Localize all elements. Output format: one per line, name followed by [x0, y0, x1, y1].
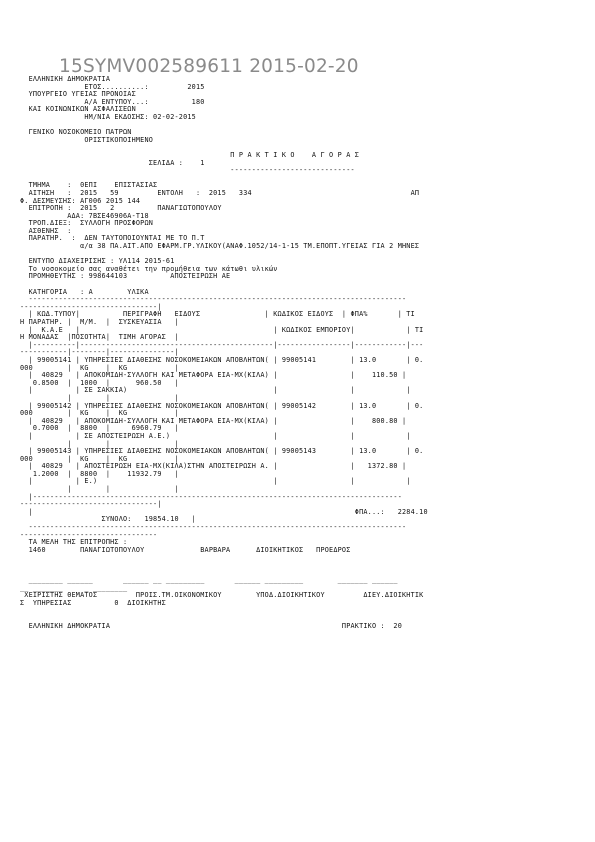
report-line: ΤΑ ΜΕΛΗ ΤΗΣ ΕΠΙΤΡΟΠΗΣ : — [20, 538, 128, 547]
report-line: Η ΜΟΝΑΔΑΣ |ΠΟΣΟΤΗΤΑ| ΤΙΜΗ ΑΓΟΡΑΣ | — [20, 333, 179, 342]
report-line: ΑΔΑ: 7ΒΣΕ46906Α-Τ18 — [20, 211, 149, 220]
report-line: -------------------------------- — [20, 530, 158, 539]
report-line: ΣΕΛΙΔΑ : 1 — [20, 158, 205, 167]
report-line: | 40829 | ΑΠΟΣΤΕΙΡΩΣΗ ΕΙΑ-ΜΧ(ΚΙΛΑ)ΣΤΗΝ ΑΠΟΣΤΕΙΡΩΣΗ Α. | | 1372.80 | — [20, 462, 407, 471]
report-line: ΧΕΙΡΙΣΤΗΣ ΘΕΜΑΤΟΣ ΠΡΟΙΣ.ΤΜ.ΟΙΚΟΝΟΜΙΚΟΥ ΥΠΟΔ.ΔΙΟΙΚΗΤΙΚΟΥ ΔΙΕΥ.ΔΙΟΙΚΗΤΙΚ — [20, 591, 424, 600]
report-line: | | ΣΕ ΑΠΟΣΤΕΙΡΩΣΗ Α.Ε.) | | | — [20, 431, 411, 440]
report-line: Η ΠΑΡΑΤΗΡ. | Μ/Μ. | ΣΥΣΚΕΥΑΣΙΑ | — [20, 318, 179, 326]
purchase-report-text — [20, 76, 428, 630]
report-line: ________ ______ ______ __ _________ ______ _________ _______ ______ — [20, 576, 398, 585]
report-line: ΗΜ/ΝΙΑ ΕΚΔΟΣΗΣ: 02-02-2015 — [20, 112, 196, 121]
report-line: ΑΙΤΗΣΗ : 2015 59 ΕΝΤΟΛΗ : 2015 334 ΑΠ — [20, 188, 420, 197]
report-line: | ΦΠΑ...: 2284.10 — [20, 507, 428, 516]
report-line — [20, 554, 428, 562]
report-line: Το νοσοκομείο σας αναθέτει την προμήθεια των κάτωθι υλικών — [20, 264, 278, 273]
report-line: | | | — [20, 485, 179, 494]
report-line: --------------------------------| — [20, 500, 162, 509]
report-line: | 40829 | ΑΠΟΚΟΜΙΔΗ-ΣΥΛΛΟΓΗ ΚΑΙ ΜΕΤΑΦΟΡΑ ΕΙΑ-ΜΧ(ΚΙΛΑ) | | 800.80 | — [20, 416, 407, 425]
report-line: Φ. ΔΕΣΜΕΥΣΗΣ: ΑΓ006 2015 144 — [20, 196, 141, 205]
report-line: ΕΛΛΗΝΙΚΗ ΔΗΜΟΚΡΑΤΙΑ — [20, 75, 111, 83]
report-line: ---------------------------------------------------------------------------------------- — [20, 295, 407, 304]
report-line: |-------------------------------------------------------------------------------------- — [20, 492, 402, 501]
report-line — [20, 608, 428, 616]
report-line: | ΚΩΔ.ΤΥΠΟΥ| ΠΕΡΙΓΡΑΦΗ ΕΙΔΟΥΣ | ΚΩΔΙΚΟΣ ΕΙΔΟΥΣ | ΦΠΑ% | ΤΙ — [20, 310, 415, 319]
report-line: 0.7000 | 8800 | 6960.79 | — [20, 424, 179, 433]
document-stamp-id: 15SYMV002589611 2015-02-20 — [59, 56, 359, 77]
report-line: ----------------------------- — [20, 166, 355, 175]
report-line: 0.8500 | 1000 | 960.50 | — [20, 378, 179, 387]
report-line: | 99005143 | ΥΠΗΡΕΣΙΕΣ ΔΙΑΘΕΣΗΣ ΝΟΣΟΚΟΜΕΙΑΚΩΝ ΑΠΟΒΛΗΤΩΝ( | 99005143 | 13.0 | 0. — [20, 447, 424, 456]
report-line: -----------|--------|---------------| — [20, 348, 179, 357]
report-line: ΠΑΡΑΤΗΡ. : ΔΕΝ ΤΑΥΤΟΠΟΙΟΥΝΤΑΙ ΜΕ ΤΟ Π.Τ — [20, 234, 205, 243]
report-line: | | | — [20, 439, 179, 448]
report-line: 1460 ΠΑΝΑΓΙΩΤΟΠΟΥΛΟΥ ΒΑΡΒΑΡΑ ΔΙΟΙΚΗΤΙΚΟΣ ΠΡΟΕΔΡΟΣ — [20, 545, 351, 554]
report-line: Σ ΥΠΗΡΕΣΙΑΣ 0 ΔΙΟΙΚΗΤΗΣ — [20, 598, 166, 607]
report-line: ΕΝΤΥΠΟ ΔΙΑΧΕΙΡΙΣΗΣ : ΥΛ114 2015-61 — [20, 257, 175, 266]
report-line: ΕΠΙΤΡΟΠΗ : 2015 2 ΠΑΝΑΓΙΩΤΟΠΟΥΛΟΥ — [20, 204, 222, 213]
report-line: | | Ε.) | | | — [20, 477, 411, 486]
report-line: 000 | KG | KG | — [20, 454, 179, 463]
report-line: Π Ρ Α Κ Τ Ι Κ Ο Α Γ Ο Ρ Α Σ — [20, 150, 360, 159]
report-line: α/α 38 ΠΑ.ΑΙΤ.ΑΠΟ ΕΦΑΡΜ.ΓΡ.ΥΛΙΚΟΥ(ΑΝΑΦ.1052/14-1-15 ΤΜ.ΕΠΟΠΤ.ΥΓΕΙΑΣ ΓΙΑ 2 ΜΗΝΕΣ — [20, 242, 420, 251]
report-line: ΕΛΛΗΝΙΚΗ ΔΗΜΟΚΡΑΤΙΑ ΠΡΑΚΤΙΚΟ : 20 — [20, 621, 402, 630]
report-line: ΑΣΘΕΝΗΣ : — [20, 226, 72, 235]
report-line: 000 | KG | KG | — [20, 409, 179, 418]
report-line: ΕΤΟΣ..........: 2015 — [20, 82, 205, 91]
report-line: 000 | KG | KG | — [20, 363, 179, 372]
report-line: ΓΕΝΙΚΟ ΝΟΣΟΚΟΜΕΙΟ ΠΑΤΡΩΝ — [20, 128, 132, 137]
report-line: 1.2000 | 8800 | 11932.79 | — [20, 469, 179, 478]
report-line: ΣΥΝΟΛΟ: 19854.10 | — [20, 515, 196, 524]
report-line: ---------------------------------------------------------------------------------------- — [20, 523, 407, 532]
report-line: | 40829 | ΑΠΟΚΟΜΙΔΗ-ΣΥΛΛΟΓΗ ΚΑΙ ΜΕΤΑΦΟΡΑ ΕΙΑ-ΜΧ(ΚΙΛΑ) | | 110.50 | — [20, 371, 407, 380]
report-line: | Κ.Α.Ε | | ΚΩΔΙΚΟΣ ΕΜΠΟΡΙΟΥ| | ΤΙ — [20, 325, 424, 334]
report-line: ΤΡΟΠ.ΔΙΕΞ: ΣΥΛΛΟΓΗ ΠΡΟΣΦΟΡΩΝ — [20, 219, 154, 228]
report-line: ΚΑΙ ΚΟΙΝΩΝΙΚΩΝ ΑΣΦΑΛΙΣΕΩΝ — [20, 105, 136, 114]
report-line: | 99005141 | ΥΠΗΡΕΣΙΕΣ ΔΙΑΘΕΣΗΣ ΝΟΣΟΚΟΜΕΙΑΚΩΝ ΑΠΟΒΛΗΤΩΝ( | 99005141 | 13.0 | 0. — [20, 355, 424, 364]
report-line: | | | — [20, 393, 179, 402]
report-line: | | ΣΕ ΣΑΚΚΙΑ) | | | — [20, 386, 411, 395]
report-line: | 99005142 | ΥΠΗΡΕΣΙΕΣ ΔΙΑΘΕΣΗΣ ΝΟΣΟΚΟΜΕΙΑΚΩΝ ΑΠΟΒΛΗΤΩΝ( | 99005142 | 13.0 | 0. — [20, 401, 424, 410]
report-line: --------------------------------| — [20, 302, 162, 311]
report-line — [20, 562, 428, 570]
report-line: ΠΡΟΜΗΘΕΥΤΗΣ : 998644103 ΑΠΟΣΤΕΙΡΩΣΗ ΑΕ — [20, 272, 231, 281]
report-line: ΚΑΤΗΓΟΡΙΑ : Α ΥΛΙΚΑ — [20, 287, 149, 296]
report-line: ΥΠΟΥΡΓΕΙΟ ΥΓΕΙΑΣ ΠΡΟΝΟΙΑΣ — [20, 90, 136, 99]
report-line: ΤΜΗΜΑ : 0ΕΠΙ ΕΠΙΣΤΑΣΙΑΣ — [20, 181, 158, 190]
report-line: Α/Α ΕΝΤΥΠΟΥ...: 180 — [20, 97, 205, 106]
report-line: ΟΡΙΣΤΙΚΟΠΟΙΗΜΕΝΟ — [20, 135, 154, 144]
report-line: __ _______ _ ________ — [20, 583, 128, 592]
report-line: |----------|---------------------------------------------|-----------------|------------|--- — [20, 340, 424, 349]
